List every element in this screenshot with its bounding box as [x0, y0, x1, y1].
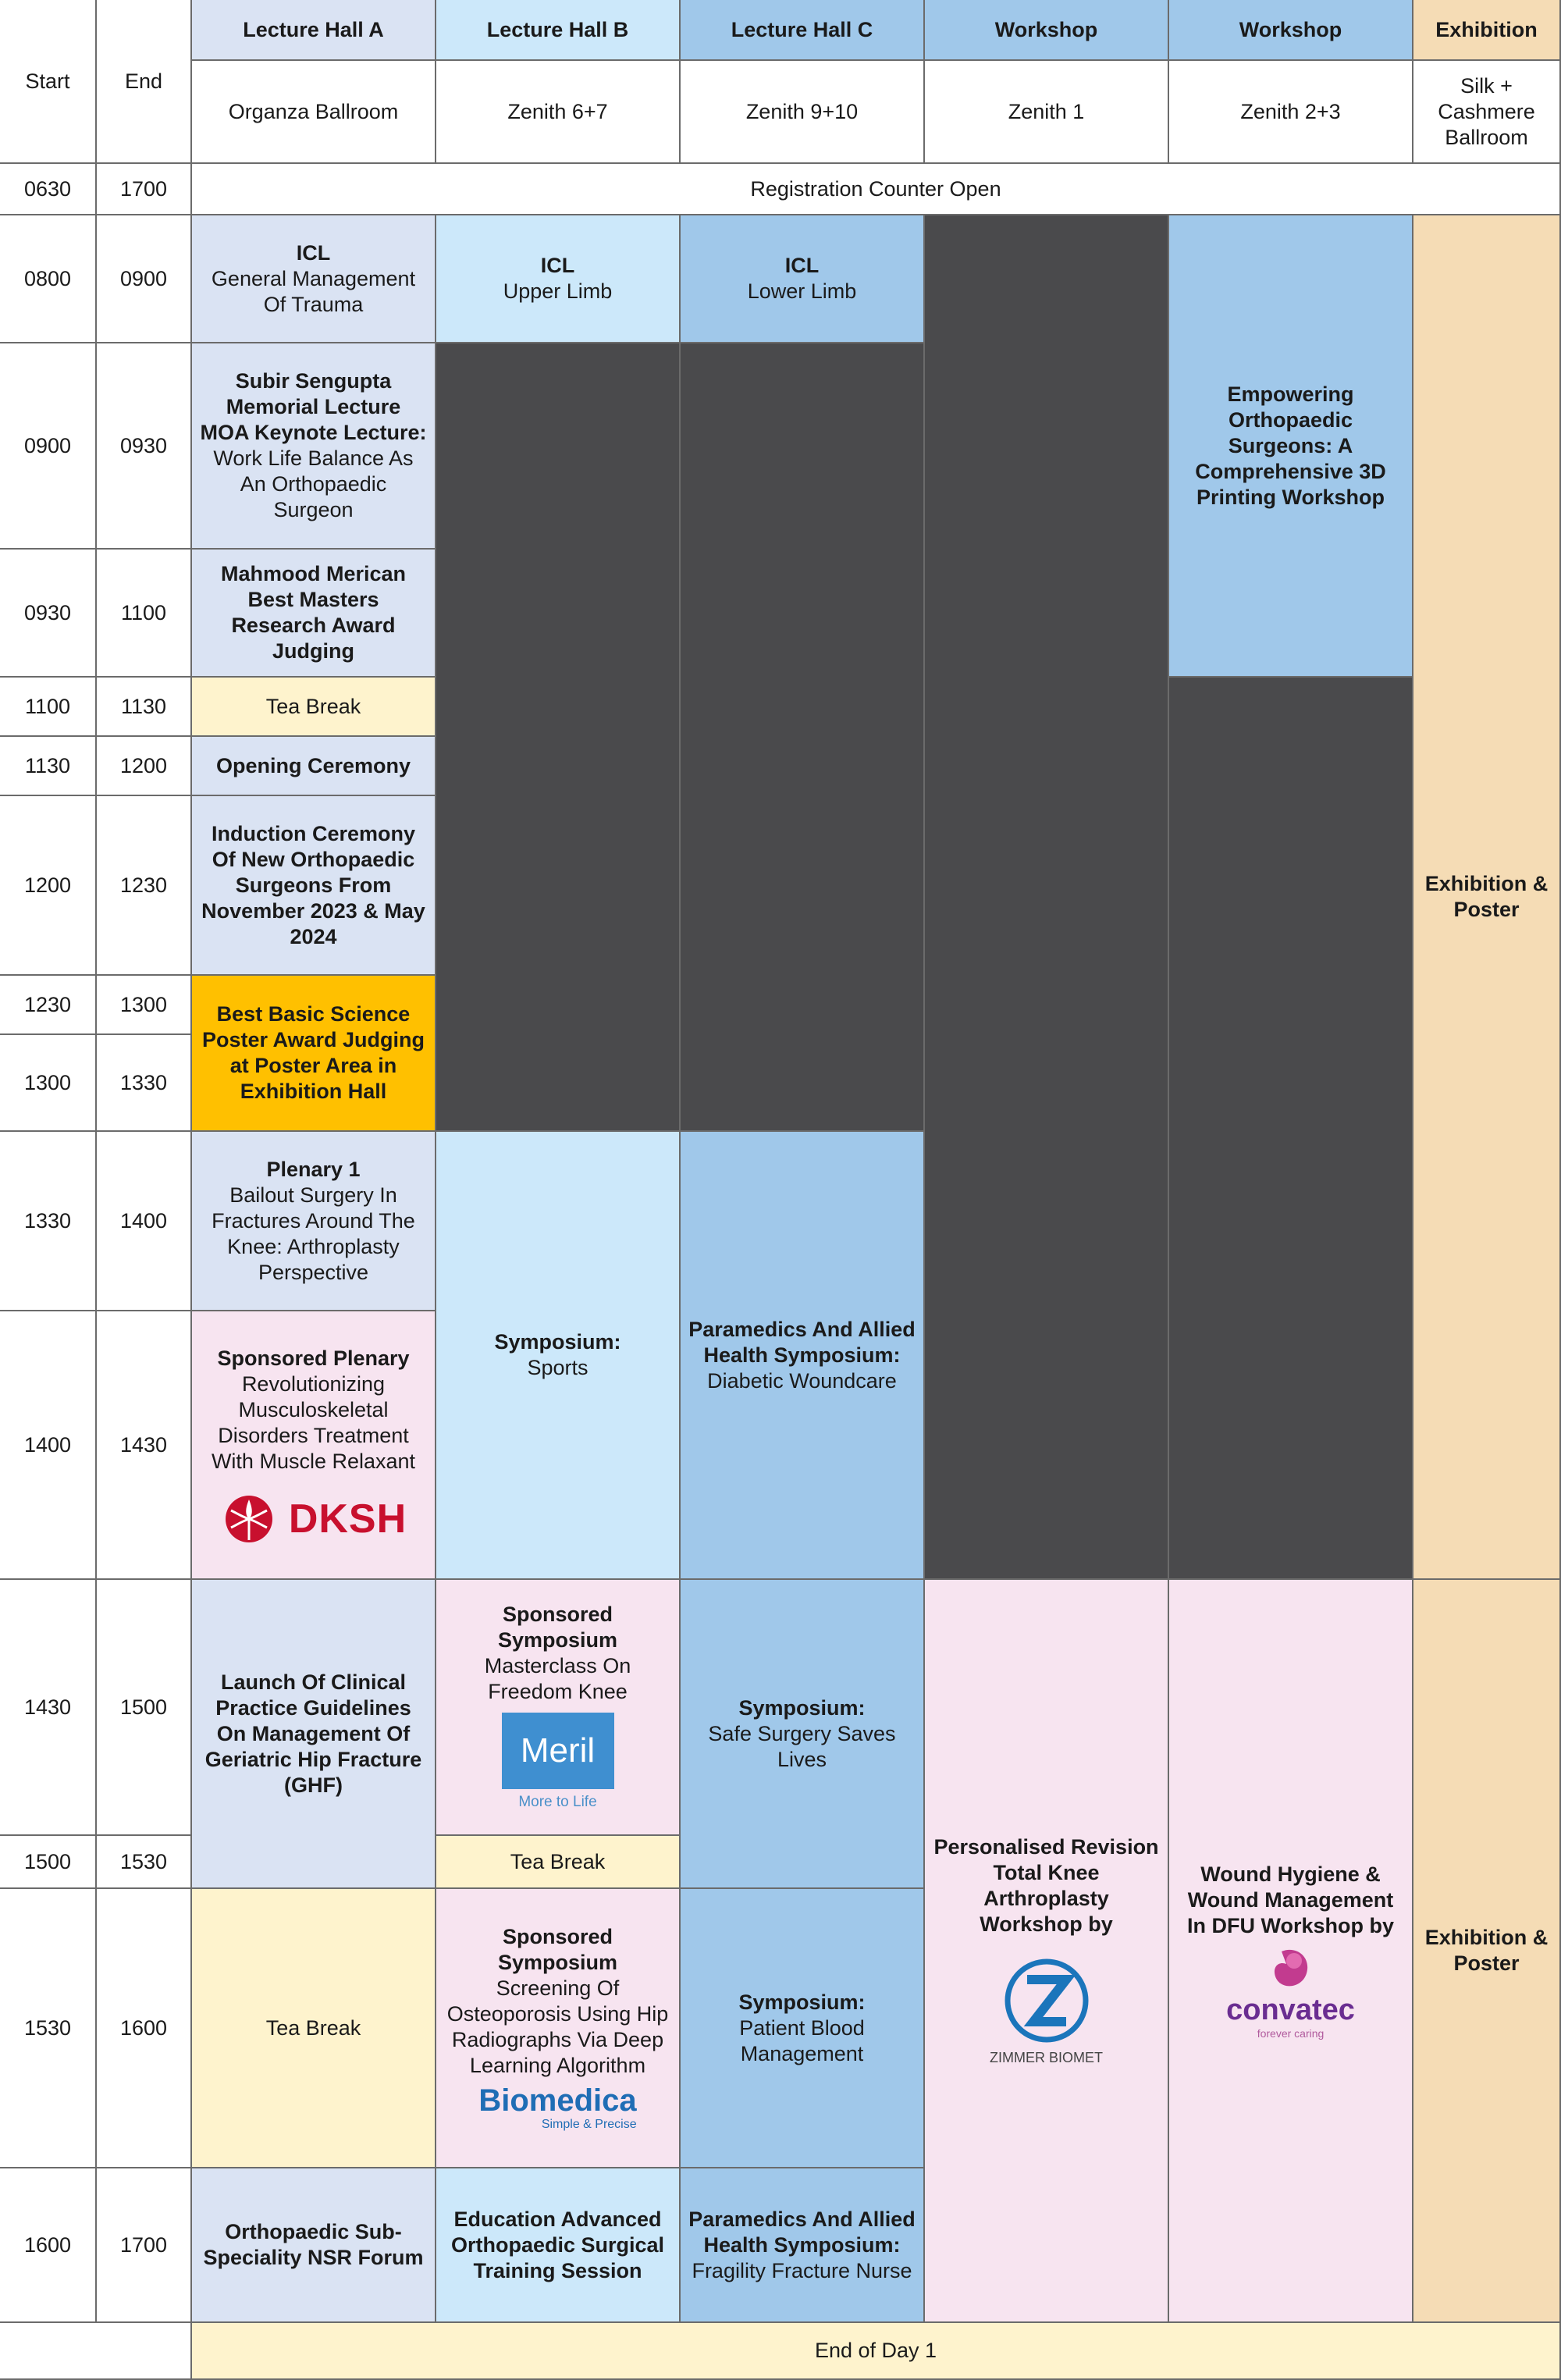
venue-lecture-hall-b: Lecture Hall B	[436, 0, 681, 61]
session-hall-a-nsr-forum: Orthopaedic Sub-Speciality NSR Forum	[192, 2168, 436, 2323]
session-hall-b-education: Education Advanced Orthopaedic Surgical Training Session	[436, 2168, 681, 2323]
time-end: 1130	[97, 678, 192, 737]
session-topic: Fragility Fracture Nurse	[692, 2258, 912, 2282]
session-topic: Bailout Surgery In Fractures Around The Knee: Arthroplasty Perspective	[212, 1183, 415, 1284]
session-hall-c-fragility	[681, 2168, 925, 2323]
session-hall-c-paramedics-diabetic	[681, 1132, 925, 1580]
time-end: 1400	[97, 1132, 192, 1311]
time-start: 1330	[0, 1132, 97, 1311]
convatec-tagline: forever caring	[1257, 2026, 1325, 2040]
session-type: ICL	[540, 254, 575, 277]
session-topic: Safe Surgery Saves Lives	[708, 1721, 896, 1771]
time-start: 1200	[0, 796, 97, 976]
end-of-day-blank	[0, 2323, 192, 2380]
venue-workshop-2: Workshop	[1169, 0, 1413, 61]
session-type: Paramedics And Allied Health Symposium:	[688, 2207, 916, 2257]
session-title: Personalised Revision Total Knee Arthroplasty Workshop by	[933, 1835, 1159, 1936]
session-workshop-zimmer	[925, 1580, 1169, 2323]
session-hall-a-tea-break: Tea Break	[192, 678, 436, 737]
time-start: 0930	[0, 550, 97, 678]
session-topic: Diabetic Woundcare	[707, 1368, 897, 1393]
session-topic: General Management Of Trauma	[211, 266, 416, 316]
session-topic: Masterclass On Freedom Knee	[484, 1654, 631, 1703]
session-type: Paramedics And Allied Health Symposium:	[688, 1317, 916, 1367]
session-hall-a-tea-break-2: Tea Break	[192, 1889, 436, 2168]
session-type: Subir Sengupta Memorial Lecture MOA Keynote Lecture:	[200, 369, 427, 444]
dksh-logo	[220, 1493, 407, 1545]
venue-lecture-hall-c: Lecture Hall C	[681, 0, 925, 61]
session-exhibition-poster-2: Exhibition & Poster	[1413, 1580, 1561, 2323]
time-end: 1700	[97, 164, 192, 215]
convatec-wordmark: convatec	[1226, 1993, 1355, 2026]
session-type: Symposium:	[738, 1695, 866, 1720]
session-hall-a-poster-award: Best Basic Science Poster Award Judging at Poster Area in Exhibition Hall	[192, 976, 436, 1132]
time-start: 1530	[0, 1889, 97, 2168]
session-type: Sponsored Plenary	[217, 1346, 410, 1370]
session-type: ICL	[784, 254, 820, 277]
session-topic: Lower Limb	[747, 279, 857, 303]
time-end: 1230	[97, 796, 192, 976]
session-topic: Work Life Balance As An Orthopaedic Surgeon	[213, 446, 414, 521]
convatec-logo	[1226, 1944, 1355, 2040]
session-hall-a-sponsored-plenary	[192, 1311, 436, 1580]
meril-logo-box	[502, 1713, 614, 1789]
time-end: 1500	[97, 1580, 192, 1836]
time-start: 1500	[0, 1836, 97, 1889]
time-start: 1600	[0, 2168, 97, 2323]
time-end: 0930	[97, 343, 192, 550]
session-title: Wound Hygiene & Wound Management In DFU Workshop by	[1186, 1862, 1394, 1937]
time-end: 1330	[97, 1035, 192, 1132]
session-topic: Screening Of Osteoporosis Using Hip Radiographs Via Deep Learning Algorithm	[446, 1976, 669, 2077]
time-end: 1700	[97, 2168, 192, 2323]
time-start: 1130	[0, 737, 97, 796]
time-start: 0630	[0, 164, 97, 215]
time-start: 1430	[0, 1580, 97, 1836]
session-hall-a-merican-award: Mahmood Merican Best Masters Research Award Judging	[192, 550, 436, 678]
session-hall-c-safe-surgery	[681, 1580, 925, 1889]
session-type: Symposium:	[738, 1990, 866, 2014]
session-hall-a-opening-ceremony: Opening Ceremony	[192, 737, 436, 796]
venue-workshop-1: Workshop	[925, 0, 1169, 61]
time-end: 1100	[97, 550, 192, 678]
registration-row: Registration Counter Open	[192, 164, 1561, 215]
zimmer-biomet-emblem-icon	[1004, 1958, 1090, 2044]
room-zenith-2-3: Zenith 2+3	[1169, 61, 1413, 164]
session-hall-a-plenary	[192, 1132, 436, 1311]
session-hall-b-icl	[436, 215, 681, 343]
session-topic: Patient Blood Management	[739, 2015, 865, 2065]
meril-wordmark: Meril	[520, 1731, 596, 1770]
biomedica-tagline: Simple & Precise	[541, 2118, 637, 2131]
dksh-emblem-icon	[220, 1493, 278, 1545]
biomedica-logo	[478, 2083, 636, 2132]
time-end: 0900	[97, 215, 192, 343]
session-workshop-3d-printing	[1169, 215, 1413, 678]
end-column-header: End	[97, 0, 192, 164]
session-hall-b-biomedica-symposium	[436, 1889, 681, 2168]
session-type: ICL	[296, 240, 331, 265]
session-hall-b-meril-symposium	[436, 1580, 681, 1836]
session-hall-b-tea-break: Tea Break	[436, 1836, 681, 1889]
session-hall-a-icl	[192, 215, 436, 343]
meril-tagline: More to Life	[518, 1794, 597, 1810]
zimmer-biomet-logo	[990, 1958, 1103, 2067]
meril-logo	[502, 1713, 614, 1813]
session-workshop-convatec	[1169, 1580, 1413, 2323]
session-hall-a-induction: Induction Ceremony Of New Orthopaedic Surgeons From November 2023 & May 2024	[192, 796, 436, 976]
session-hall-b-sports-symposium	[436, 1132, 681, 1580]
room-zenith-9-10: Zenith 9+10	[681, 61, 925, 164]
venue-exhibition: Exhibition	[1413, 0, 1561, 61]
time-end: 1600	[97, 1889, 192, 2168]
time-end: 1430	[97, 1311, 192, 1580]
session-type: Sponsored Symposium	[497, 1925, 618, 1974]
blocked-workshop-2	[1169, 678, 1413, 1580]
session-exhibition-poster-1: Exhibition & Poster	[1413, 215, 1561, 1580]
venue-lecture-hall-a: Lecture Hall A	[192, 0, 436, 61]
time-start: 1300	[0, 1035, 97, 1132]
time-start: 1230	[0, 976, 97, 1035]
start-column-header: Start	[0, 0, 97, 164]
end-of-day-row: End of Day 1	[192, 2323, 1561, 2380]
biomedica-wordmark: Biomedica	[478, 2083, 637, 2118]
session-type: Plenary 1	[266, 1157, 361, 1181]
time-start: 0800	[0, 215, 97, 343]
blocked-workshop-1	[925, 215, 1169, 1580]
time-end: 1300	[97, 976, 192, 1035]
convatec-emblem-icon	[1266, 1944, 1316, 1994]
room-silk-cashmere: Silk + Cashmere Ballroom	[1413, 61, 1561, 164]
room-zenith-6-7: Zenith 6+7	[436, 61, 681, 164]
session-type: Symposium:	[494, 1330, 621, 1354]
time-end: 1200	[97, 737, 192, 796]
time-start: 0900	[0, 343, 97, 550]
time-start: 1400	[0, 1311, 97, 1580]
session-type: Sponsored Symposium	[497, 1603, 618, 1652]
session-hall-a-keynote	[192, 343, 436, 550]
session-hall-c-patient-blood	[681, 1889, 925, 2168]
session-title: Empowering Orthopaedic Surgeons: A Comprehensive 3D Printing Workshop	[1195, 382, 1386, 509]
time-start: 1100	[0, 678, 97, 737]
dksh-wordmark: DKSH	[288, 1496, 407, 1542]
session-topic: Revolutionizing Musculoskeletal Disorders Treatment With Muscle Relaxant	[211, 1371, 416, 1473]
session-hall-a-ghf-guidelines: Launch Of Clinical Practice Guidelines On Management Of Geriatric Hip Fracture (GHF)	[192, 1580, 436, 1889]
session-hall-c-icl	[681, 215, 925, 343]
session-topic: Upper Limb	[503, 279, 613, 303]
session-topic: Sports	[527, 1356, 588, 1379]
time-end: 1530	[97, 1836, 192, 1889]
blocked-hall-b	[436, 343, 681, 1132]
blocked-hall-c	[681, 343, 925, 1132]
room-zenith-1: Zenith 1	[925, 61, 1169, 164]
zimmer-biomet-wordmark: ZIMMER BIOMET	[990, 2050, 1103, 2065]
room-organza-ballroom: Organza Ballroom	[192, 61, 436, 164]
